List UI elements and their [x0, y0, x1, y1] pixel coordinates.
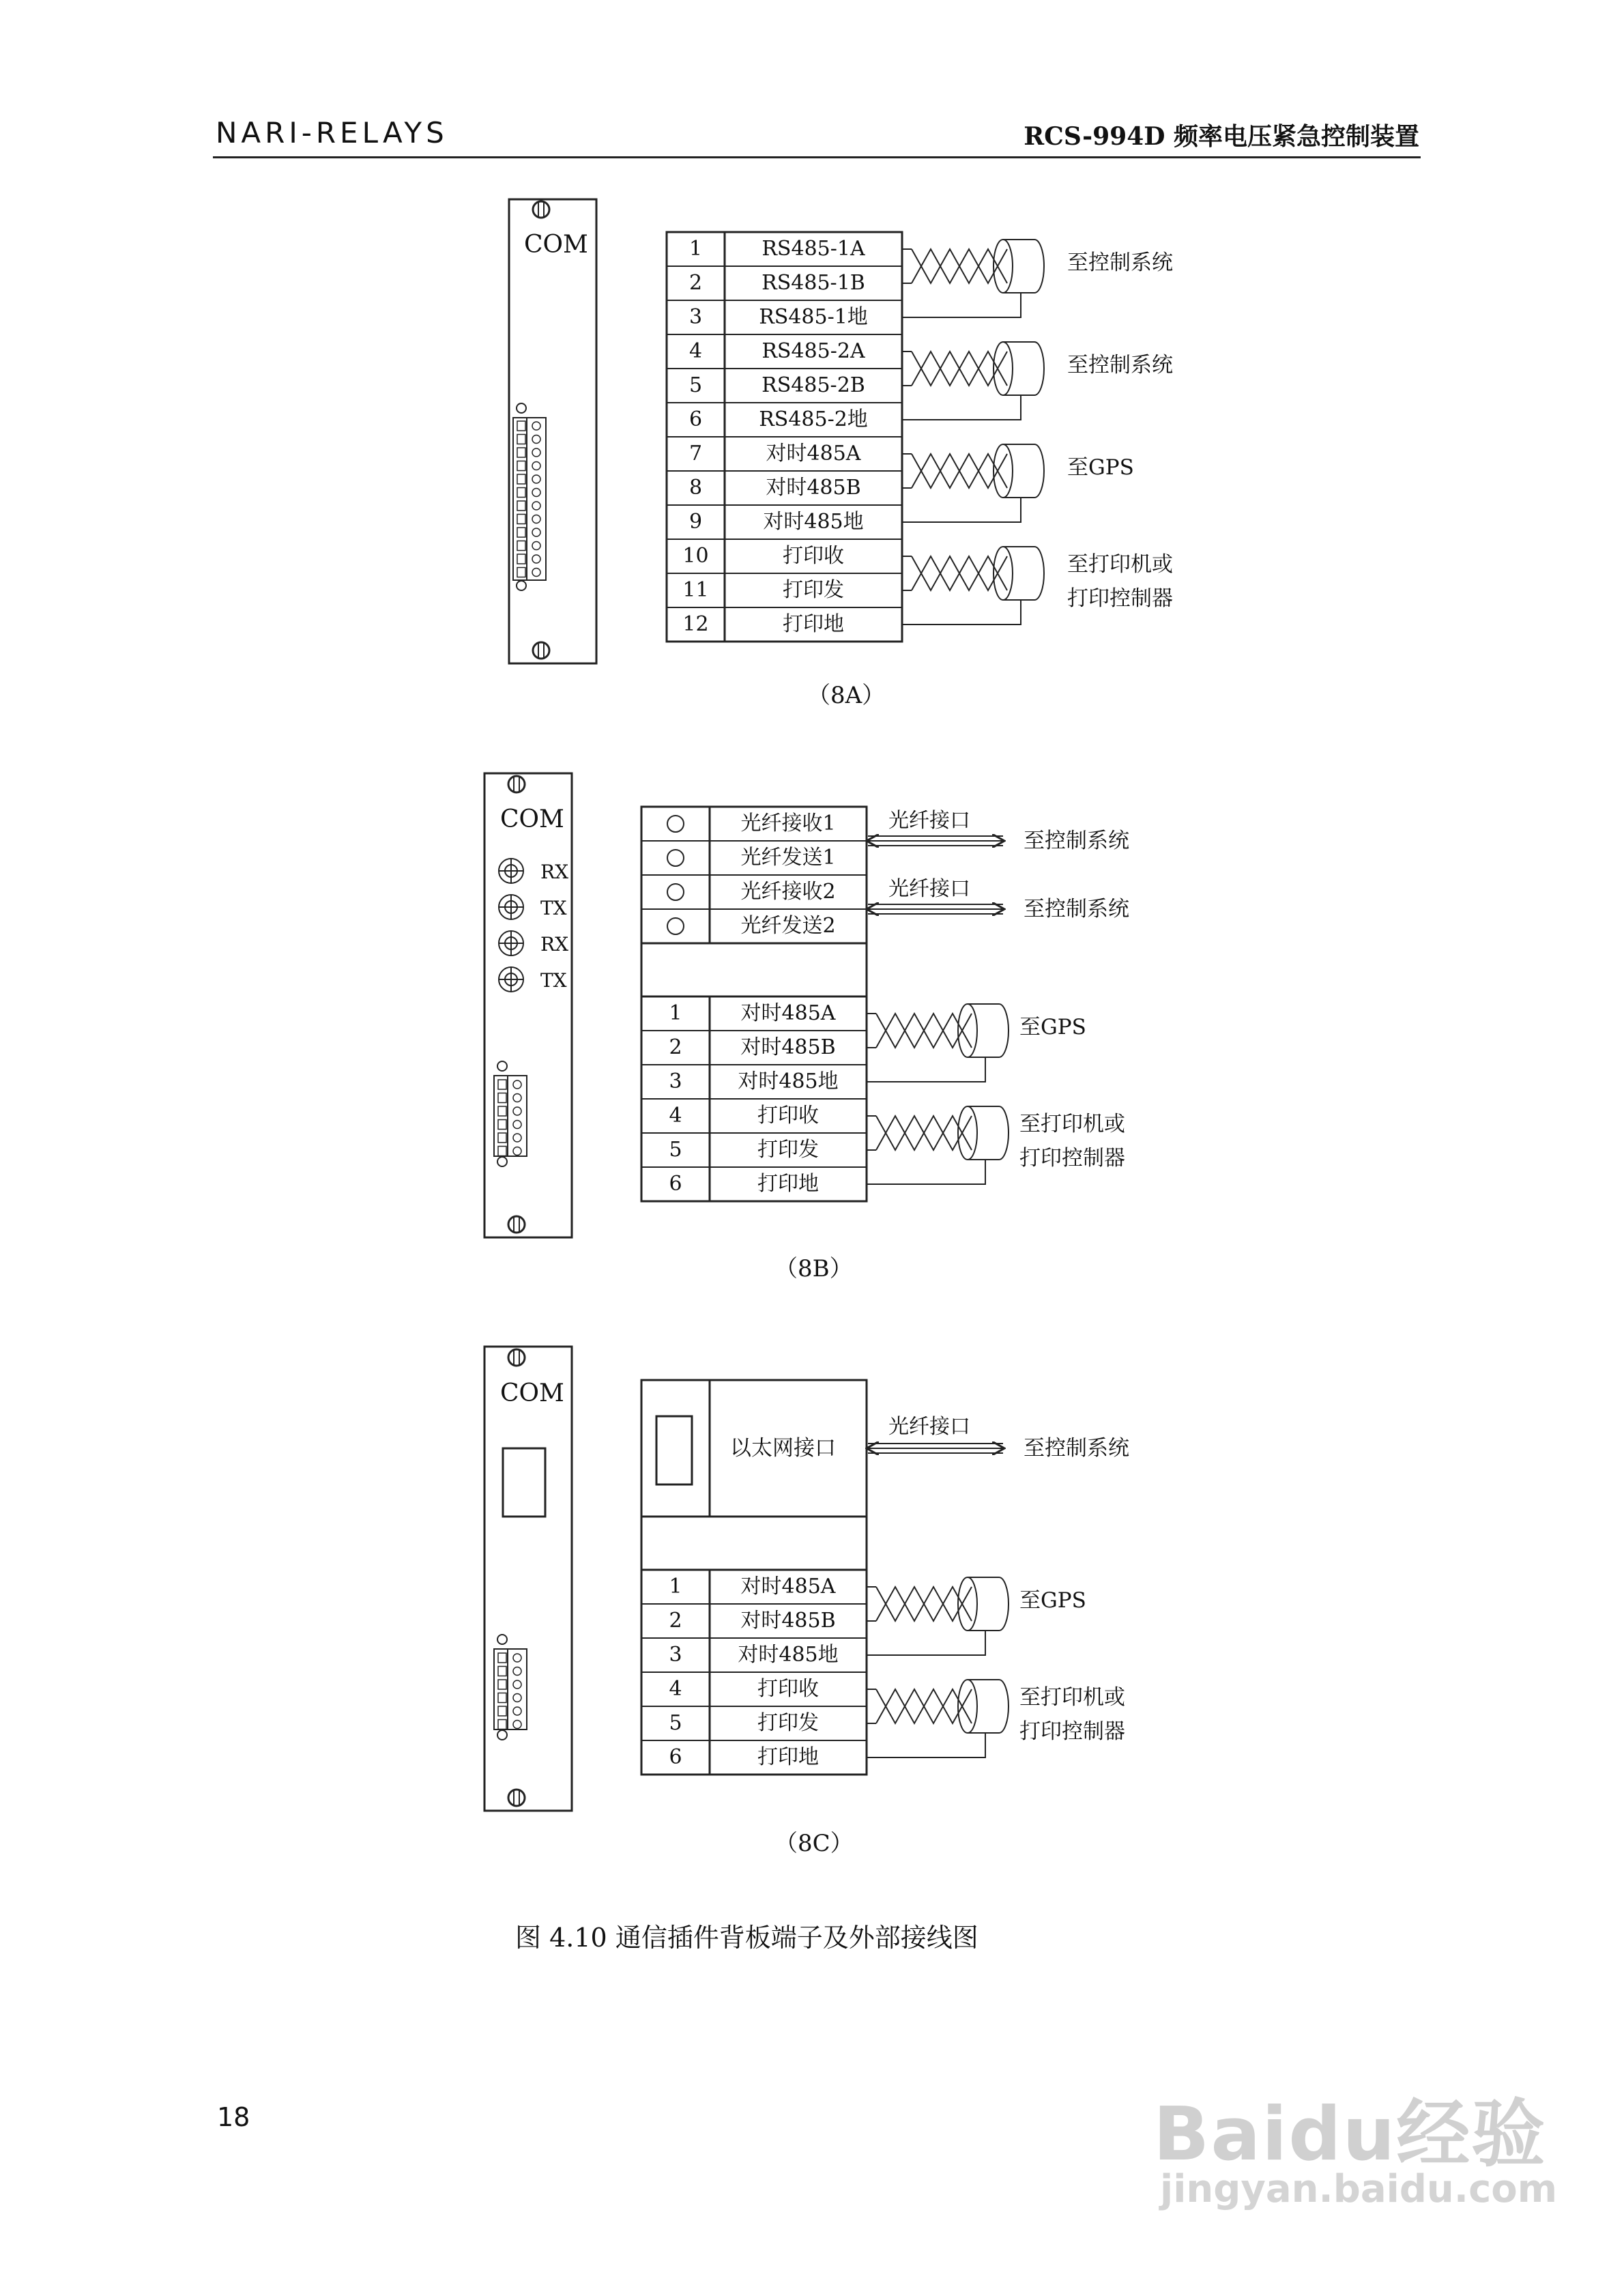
- terminal-number: 12: [682, 612, 709, 636]
- spacer-8c: [641, 1517, 867, 1570]
- header-right: RCS-994D 频率电压紧急控制装置: [1024, 122, 1419, 151]
- connector-screw: [513, 1094, 521, 1102]
- terminal-connector-icon: [513, 403, 546, 590]
- connector-screw: [532, 502, 540, 510]
- terminal-signal: RS485-1地: [759, 305, 868, 329]
- terminal-number: 9: [688, 510, 703, 534]
- destination-label: 至打印机或: [1067, 552, 1173, 577]
- connector-screw: [513, 1667, 521, 1676]
- connector-screw: [513, 1080, 521, 1089]
- screw-bottom-icon: [508, 1216, 525, 1233]
- connector-screw: [513, 1680, 521, 1689]
- terminal-number: 1: [669, 1575, 682, 1598]
- terminal-number: 7: [688, 442, 703, 465]
- connector-pin: [498, 1133, 506, 1143]
- connector-screw: [532, 489, 540, 497]
- connector-screw: [513, 1654, 521, 1662]
- terminal-number: 2: [669, 1609, 682, 1633]
- connector-pin: [517, 474, 525, 484]
- fiber-socket-icon: [667, 816, 684, 832]
- panel-label: COM: [524, 231, 588, 259]
- spacer-8b: [641, 943, 867, 996]
- fiber-link-label: 光纤接口: [888, 877, 970, 901]
- connector-screw: [513, 1107, 521, 1115]
- terminal-number: 6: [688, 407, 703, 431]
- port-label: RX: [540, 933, 569, 956]
- fig-8b-label: （8B）: [774, 1255, 853, 1282]
- destination-label: 至GPS: [1019, 1588, 1086, 1613]
- screw-bottom-icon: [533, 642, 549, 659]
- connector-screw: [513, 1121, 521, 1129]
- terminal-signal: RS485-1B: [762, 271, 865, 295]
- panel-label: COM: [500, 1379, 564, 1407]
- port-label: TX: [540, 897, 567, 919]
- connector-pin: [498, 1080, 506, 1089]
- terminal-signal: 打印发: [783, 578, 844, 602]
- ethernet-socket-icon: [656, 1416, 692, 1484]
- terminal-signal: 打印地: [757, 1172, 819, 1196]
- terminal-number: 1: [669, 1001, 682, 1025]
- screw-top-icon: [508, 1349, 525, 1366]
- connector-screw: [513, 1134, 521, 1142]
- terminal-number: 5: [669, 1138, 682, 1162]
- fig-8b: [484, 773, 1129, 1282]
- fiber-row-label: 光纤接收1: [740, 812, 836, 835]
- connector-pin: [517, 435, 525, 444]
- connector-screw: [532, 528, 540, 536]
- connector-screw: [513, 1694, 521, 1702]
- fig-8c: [484, 1347, 1129, 1857]
- connector-screw: [532, 448, 540, 457]
- screw-top-icon: [508, 776, 525, 792]
- terminal-number: 2: [688, 271, 703, 295]
- terminal-connector-icon: [494, 1061, 527, 1166]
- destination-label: 至GPS: [1067, 455, 1134, 480]
- fiber-socket-icon: [667, 918, 684, 934]
- cable-shield-icon: [994, 547, 1013, 600]
- connector-pin: [498, 1693, 506, 1703]
- fiber-dest-label: 至控制系统: [1024, 897, 1129, 921]
- terminal-signal: 对时485地: [763, 510, 864, 534]
- terminal-connector-icon: [494, 1635, 527, 1740]
- terminal-signal: 打印地: [783, 612, 844, 636]
- terminal-number: 4: [688, 339, 703, 363]
- connector-screw: [532, 555, 540, 563]
- fiber-dest-label: 至控制系统: [1024, 1436, 1129, 1461]
- ethernet-port-icon: [503, 1448, 545, 1517]
- terminal-signal: RS485-2A: [762, 339, 865, 363]
- connector-screw: [513, 1721, 521, 1729]
- connector-pin: [517, 515, 525, 524]
- connector-pin: [498, 1147, 506, 1156]
- terminal-signal: 打印收: [757, 1677, 819, 1701]
- connector-pin: [498, 1720, 506, 1730]
- terminal-signal: RS485-1A: [762, 237, 865, 261]
- terminal-signal: RS485-2地: [759, 407, 868, 431]
- connector-screw: [532, 542, 540, 550]
- connector-pin: [517, 448, 525, 457]
- destination-label: 至打印机或: [1019, 1685, 1125, 1710]
- figure-caption: 图 4.10 通信插件背板端子及外部接线图: [515, 1923, 978, 1953]
- fiber-row-label: 光纤发送1: [740, 846, 836, 870]
- connector-pin: [498, 1120, 506, 1130]
- fig-8a-label: （8A）: [807, 682, 886, 709]
- connector-pin: [517, 528, 525, 537]
- destination-label: 至打印机或: [1019, 1112, 1125, 1136]
- terminal-number: 2: [669, 1035, 682, 1059]
- screw-bottom-icon: [508, 1790, 525, 1806]
- connector-pin: [517, 421, 525, 431]
- fiber-socket-icon: [667, 884, 684, 900]
- terminal-number: 6: [669, 1172, 682, 1196]
- connector-screw: [532, 435, 540, 444]
- panel-8c: [484, 1347, 572, 1811]
- fiber-link-label: 光纤接口: [888, 809, 970, 833]
- page-number: 18: [217, 2102, 250, 2132]
- connector-screw: [532, 569, 540, 577]
- terminal-signal: 对时485B: [740, 1609, 836, 1633]
- terminal-number: 5: [669, 1711, 682, 1735]
- fiber-socket-icon: [667, 850, 684, 866]
- fig-8a: [509, 199, 1173, 709]
- connector-pin: [517, 461, 525, 471]
- port-label: TX: [540, 969, 567, 992]
- cable-shield-icon: [994, 240, 1013, 293]
- connector-pin: [498, 1106, 506, 1116]
- terminal-number: 4: [669, 1677, 682, 1701]
- cable-shield-icon: [958, 1680, 977, 1733]
- connector-pin: [498, 1093, 506, 1103]
- screw-top-icon: [533, 201, 549, 218]
- connector-pin: [517, 554, 525, 564]
- destination-label: 打印控制器: [1067, 586, 1173, 611]
- connector-pin: [498, 1667, 506, 1676]
- destination-label: 至控制系统: [1067, 353, 1173, 377]
- terminal-signal: 打印收: [757, 1104, 819, 1128]
- cable-shield-icon: [994, 444, 1013, 498]
- terminal-number: 11: [682, 578, 709, 602]
- cable-shield-icon: [958, 1004, 977, 1057]
- watermark-logo: Baidu经验: [1153, 2092, 1547, 2177]
- terminal-signal: 对时485A: [740, 1001, 836, 1025]
- terminal-signal: 打印发: [757, 1138, 819, 1162]
- cable-shield-icon: [994, 342, 1013, 395]
- fiber-row-label: 光纤发送2: [740, 914, 836, 938]
- fig-8c-label: （8C）: [774, 1830, 854, 1857]
- terminal-signal: 对时485地: [738, 1643, 839, 1667]
- connector-screw: [513, 1147, 521, 1156]
- terminal-signal: 对时485B: [740, 1035, 836, 1059]
- fiber-link-label: 光纤接口: [888, 1415, 970, 1439]
- connector-screw: [532, 475, 540, 483]
- terminal-number: 8: [688, 476, 703, 500]
- connector-screw: [513, 1707, 521, 1715]
- terminal-number: 3: [688, 305, 703, 329]
- destination-label: 打印控制器: [1019, 1719, 1125, 1744]
- terminal-number: 3: [669, 1070, 682, 1093]
- panel-8b: [484, 773, 572, 1237]
- connector-pin: [517, 488, 525, 498]
- watermark-url: jingyan.baidu.com: [1160, 2167, 1558, 2211]
- connector-pin: [498, 1653, 506, 1663]
- fiber-dest-label: 至控制系统: [1024, 829, 1129, 853]
- panel-8a: [509, 199, 596, 663]
- terminal-number: 6: [669, 1745, 682, 1769]
- cable-shield-icon: [958, 1106, 977, 1160]
- terminal-signal: 对时485地: [738, 1070, 839, 1093]
- terminal-signal: RS485-2B: [762, 373, 865, 397]
- terminal-signal: 打印收: [783, 544, 844, 568]
- terminal-number: 5: [688, 373, 703, 397]
- header-left: NARI-RELAYS: [216, 116, 448, 149]
- connector-pin: [517, 541, 525, 551]
- terminal-signal: 对时485A: [740, 1575, 836, 1598]
- destination-label: 至GPS: [1019, 1015, 1086, 1039]
- connector-screw: [532, 462, 540, 470]
- connector-screw: [532, 422, 540, 430]
- panel-label: COM: [500, 805, 564, 833]
- cable-shield-icon: [958, 1577, 977, 1631]
- connector-pin: [498, 1706, 506, 1716]
- fiber-row-label: 光纤接收2: [740, 880, 836, 904]
- destination-label: 至控制系统: [1067, 250, 1173, 275]
- terminal-number: 10: [682, 544, 709, 568]
- terminal-number: 3: [669, 1643, 682, 1667]
- terminal-number: 1: [688, 237, 703, 261]
- destination-label: 打印控制器: [1019, 1146, 1125, 1171]
- terminal-signal: 打印发: [757, 1711, 819, 1735]
- terminal-signal: 对时485A: [766, 442, 861, 465]
- terminal-number: 4: [669, 1104, 682, 1128]
- ethernet-label: 以太网接口: [730, 1436, 836, 1461]
- connector-pin: [517, 568, 525, 577]
- terminal-signal: 打印地: [757, 1745, 819, 1769]
- terminal-signal: 对时485B: [766, 476, 861, 500]
- port-label: RX: [540, 861, 569, 883]
- connector-pin: [517, 501, 525, 511]
- connector-pin: [498, 1680, 506, 1689]
- connector-screw: [532, 515, 540, 523]
